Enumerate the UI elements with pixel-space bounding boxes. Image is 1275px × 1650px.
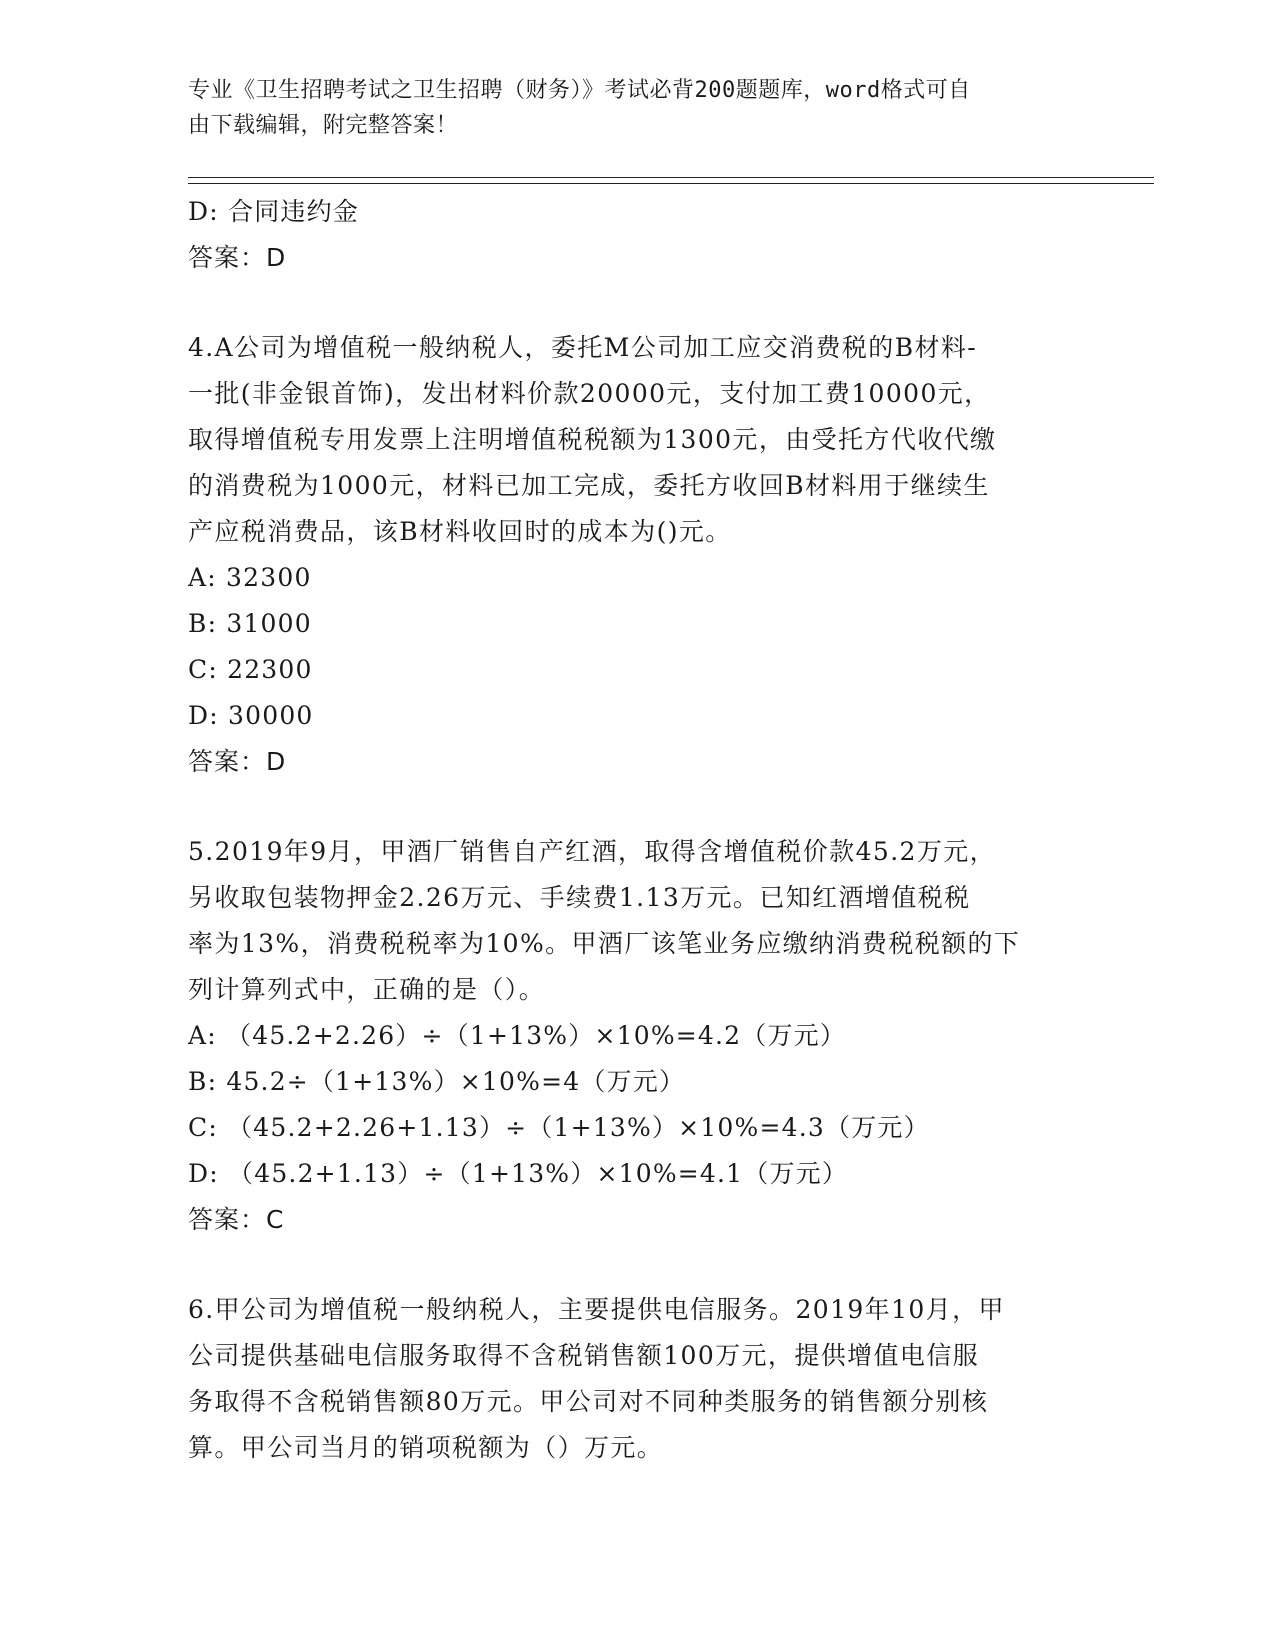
question-text-line: 列计算列式中，正确的是（）。: [188, 975, 546, 1004]
answer-line: 答案：D: [188, 747, 287, 776]
question-6: [188, 1287, 1088, 1471]
question-text-line: 公司提供基础电信服务取得不含税销售额100万元，提供增值电信服: [188, 1341, 980, 1370]
option-c: C: （45.2+2.26+1.13）÷（1+13%）×10%=4.3（万元）: [188, 1113, 930, 1142]
question-text-line: 5.2019年9月，甲酒厂销售自产红酒，取得含增值税价款45.2万元，: [188, 837, 997, 866]
question-text-line: 的消费税为1000元，材料已加工完成，委托方收回B材料用于继续生: [188, 471, 990, 500]
header-rule-top: [188, 177, 1154, 178]
question-text-line: 算。甲公司当月的销项税额为（）万元。: [188, 1433, 664, 1462]
question-text-line: 率为13%，消费税税率为10%。甲酒厂该笔业务应缴纳消费税税额的下: [188, 929, 1021, 958]
option-d: D: 合同违约金: [188, 197, 360, 226]
question-text-line: 取得增值税专用发票上注明增值税税额为1300元，由受托方代收代缴: [188, 425, 997, 454]
question-4: [188, 325, 1088, 785]
header-line-1: 专业《卫生招聘考试之卫生招聘（财务）》考试必背200题题库，word格式可自: [188, 78, 971, 103]
answer-line: 答案：D: [188, 243, 287, 272]
question-text-line: 务取得不含税销售额80万元。甲公司对不同种类服务的销售额分别核: [188, 1387, 989, 1416]
question-text-line: 产应税消费品，该B材料收回时的成本为()元。: [188, 517, 732, 546]
question-text-line: 另收取包装物押金2.26万元、手续费1.13万元。已知红酒增值税税: [188, 883, 971, 912]
header-rule-bottom: [188, 183, 1154, 184]
question-text-line: 6.甲公司为增值税一般纳税人，主要提供电信服务。2019年10月，甲: [188, 1295, 1005, 1324]
header-line-2: 由下载编辑，附完整答案！: [188, 113, 459, 138]
previous-question-tail: [188, 189, 1088, 281]
option-d: D: 30000: [188, 701, 314, 730]
option-a: A: 32300: [188, 563, 312, 592]
answer-line: 答案：C: [188, 1205, 285, 1234]
document-header: [188, 73, 1068, 143]
option-d: D: （45.2+1.13）÷（1+13%）×10%=4.1（万元）: [188, 1159, 849, 1188]
option-b: B: 45.2÷（1+13%）×10%=4（万元）: [188, 1067, 686, 1096]
question-text-line: 一批(非金银首饰)，发出材料价款20000元，支付加工费10000元，: [188, 379, 991, 408]
document-body: [188, 189, 1088, 1471]
question-5: [188, 829, 1088, 1243]
option-b: B: 31000: [188, 609, 312, 638]
option-a: A: （45.2+2.26）÷（1+13%）×10%=4.2（万元）: [188, 1021, 847, 1050]
question-text-line: 4.A公司为增值税一般纳税人，委托M公司加工应交消费税的B材料-: [188, 333, 978, 362]
option-c: C: 22300: [188, 655, 313, 684]
